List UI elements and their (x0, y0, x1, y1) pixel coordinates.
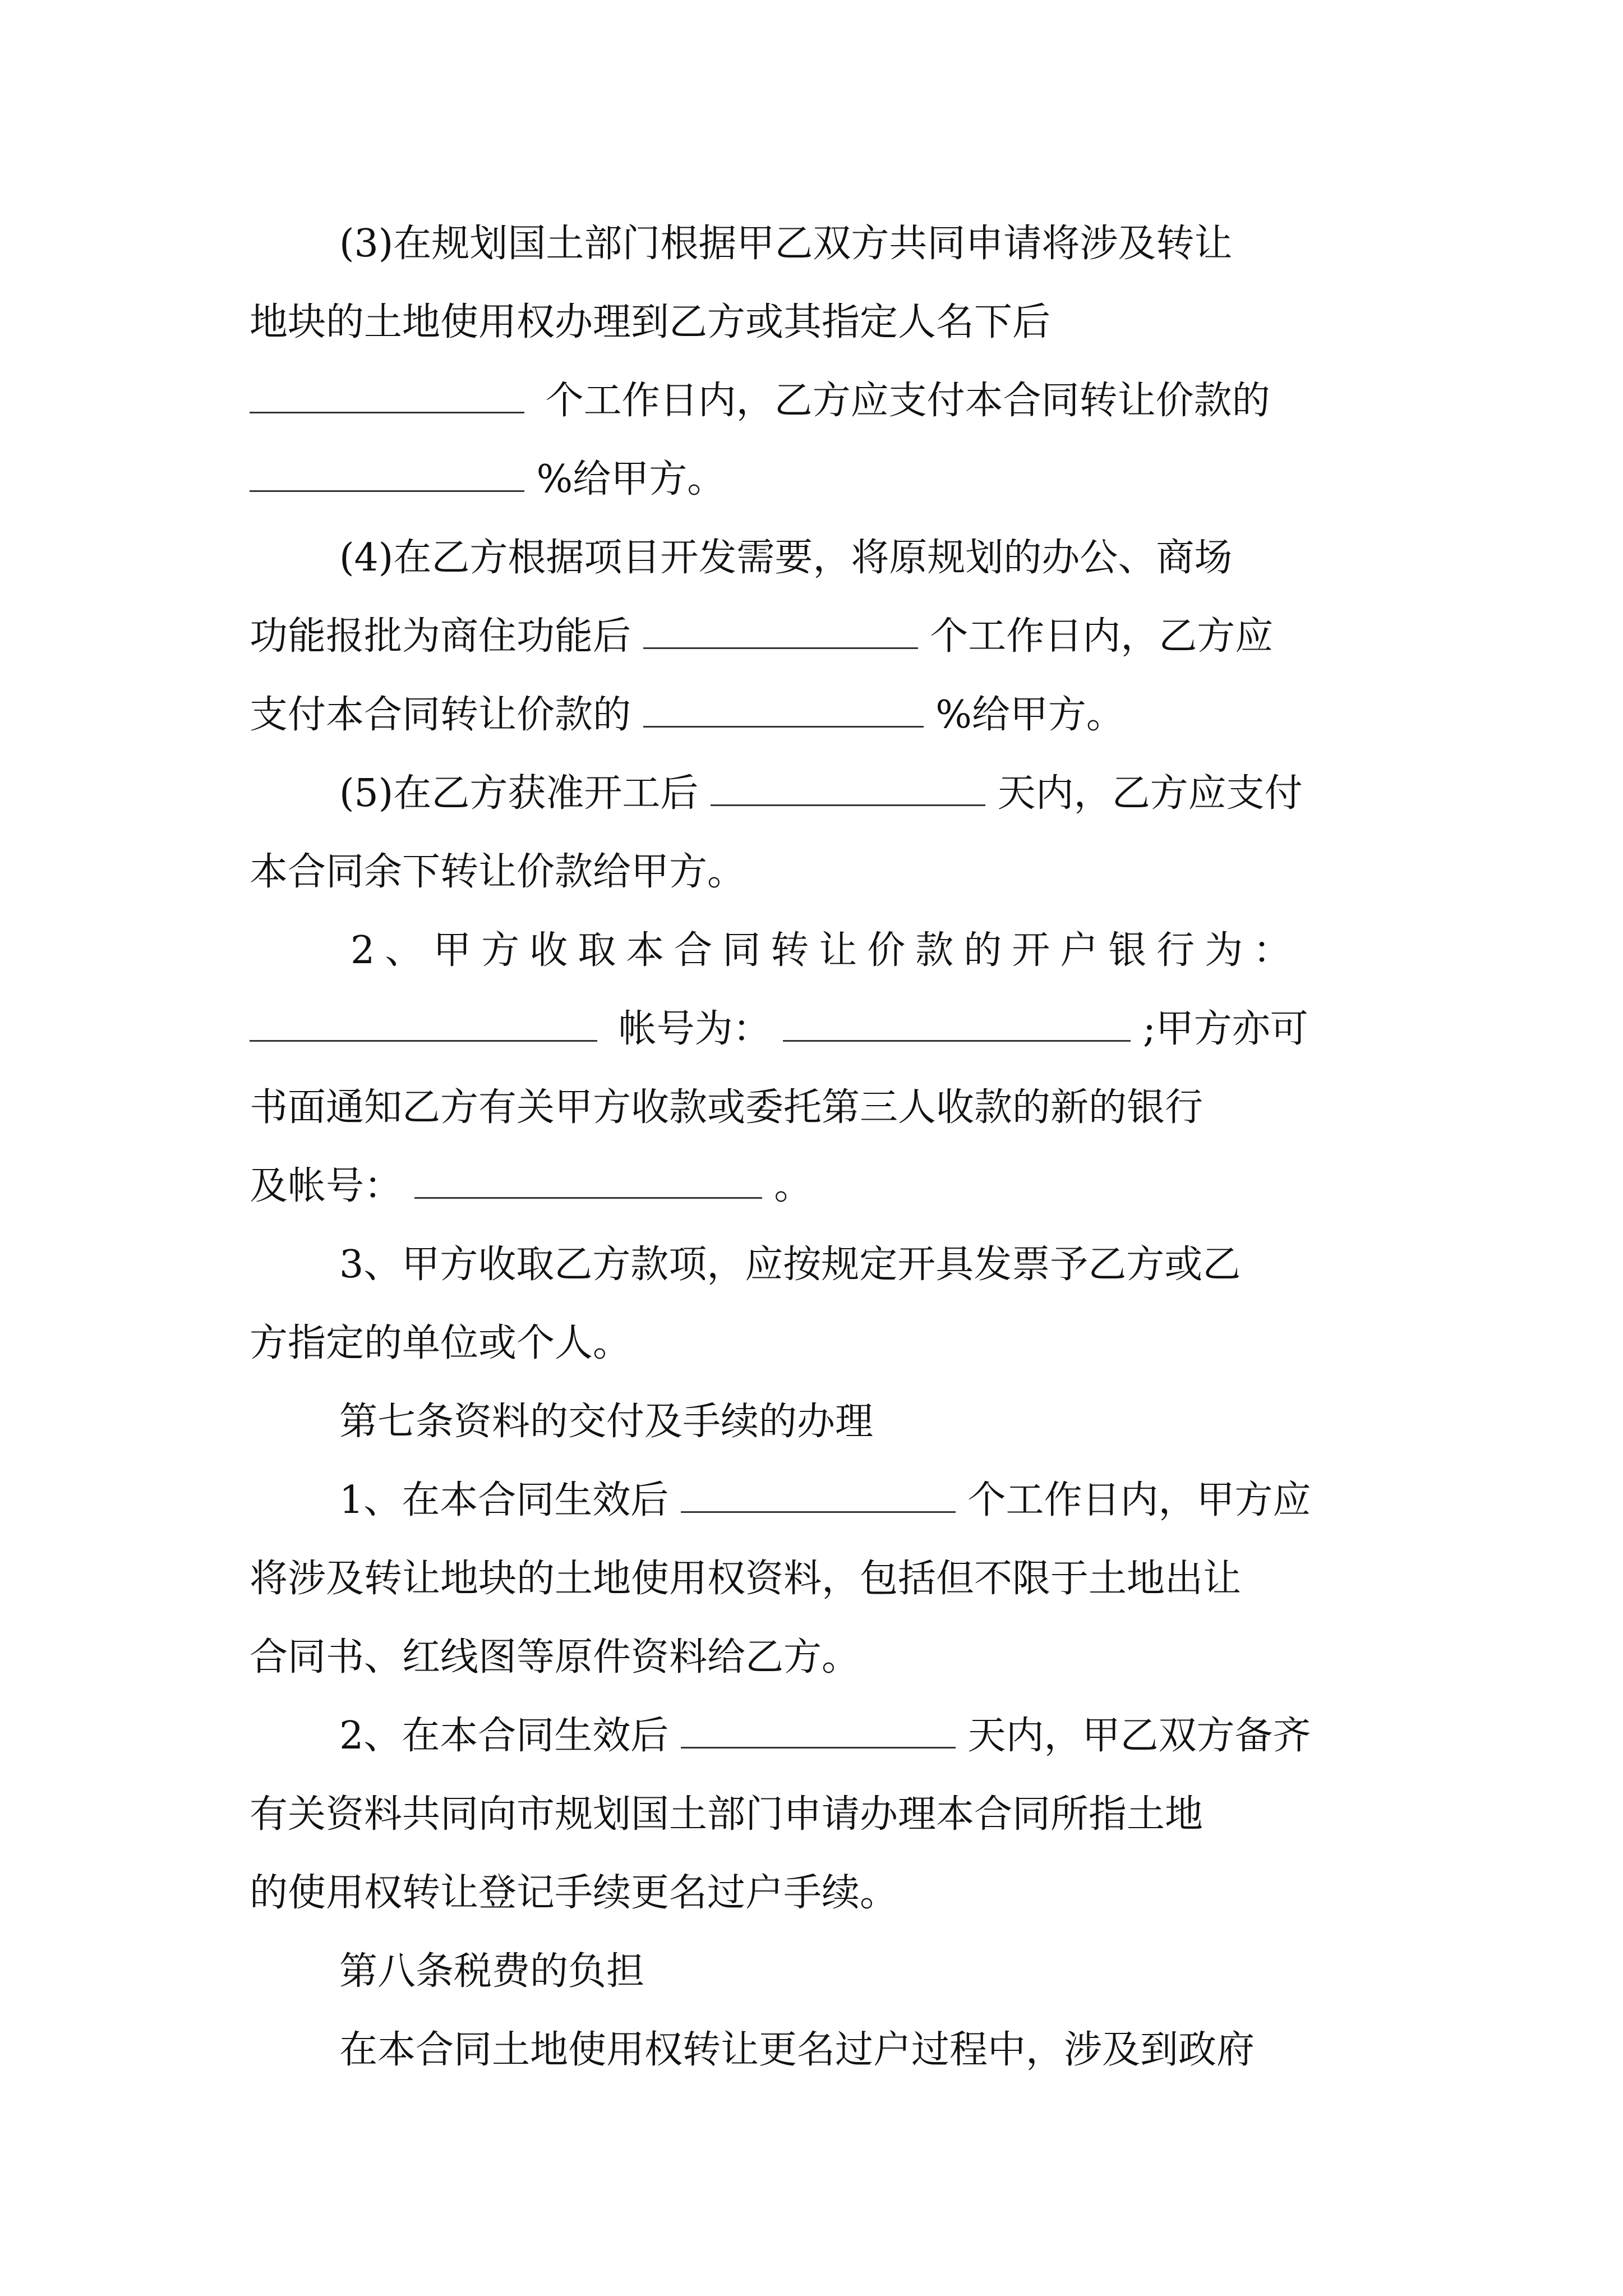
line-text: 书面通知乙方有关甲方收款或委托第三人收款的新的银行 (250, 1085, 1204, 1130)
line-text: 在本合同土地使用权转让更名过户过程中，涉及到政府 (339, 2028, 1255, 2072)
line-text: 帐号为： (618, 1007, 771, 1051)
line-text: 将涉及转让地块的土地使用权资料，包括但不限于土地出让 (250, 1557, 1242, 1601)
heading-text: 第七条资料的交付及手续的办理 (339, 1400, 874, 1444)
line-text: (3)在规划国土部门根据甲乙双方共同申请将涉及转让 (339, 222, 1233, 266)
text-line (250, 1156, 1388, 1217)
line-text: ;甲方亦可 (1142, 1007, 1308, 1051)
line-text: 地块的土地使用权办理到乙方或其指定人名下后 (250, 300, 1051, 344)
section-heading (339, 1391, 1388, 1453)
fill-in-blank[interactable] (250, 1007, 597, 1042)
line-text: 的使用权转让登记手续更名过户手续。 (250, 1871, 898, 1915)
fill-in-blank[interactable] (643, 615, 918, 649)
text-line (339, 1234, 1388, 1296)
line-text: 个工作日内，甲方应 (967, 1478, 1311, 1522)
line-text: %给甲方。 (935, 693, 1124, 737)
line-text: 方指定的单位或个人。 (250, 1321, 631, 1365)
line-text: 个工作日内，乙方应 (930, 614, 1274, 659)
text-line (351, 920, 1388, 982)
text-line (250, 1548, 1388, 1610)
line-text: (5)在乙方获准开工后 (339, 771, 699, 816)
line-text: 3、甲方收取乙方款项，应按规定开具发票予乙方或乙 (339, 1243, 1241, 1287)
heading-text: 第八条税费的负担 (339, 1949, 645, 1994)
text-line (250, 606, 1388, 668)
fill-in-blank[interactable] (681, 1714, 956, 1749)
line-text: 功能报批为商住功能后 (250, 614, 631, 659)
line-text: 及帐号： (250, 1164, 403, 1208)
line-text: (4)在乙方根据项目开发需要，将原规划的办公、商场 (339, 536, 1233, 580)
text-line (339, 213, 1388, 275)
text-line (339, 1470, 1388, 1531)
fill-in-blank[interactable] (711, 772, 985, 806)
text-line (339, 1705, 1388, 1767)
line-text: 本合同余下转让价款给甲方。 (250, 850, 746, 894)
text-line (250, 449, 1388, 510)
line-text: 个工作日内，乙方应支付本合同转让价款的 (545, 379, 1270, 423)
line-text: 2、在本合同生效后 (339, 1714, 669, 1758)
text-line (250, 1627, 1388, 1688)
line-text: 2、甲方收取本合同转让价款的开户银行为： (351, 928, 1302, 973)
text-line (339, 763, 1388, 825)
text-line (250, 841, 1388, 903)
text-line (250, 1077, 1388, 1139)
line-text: 1、在本合同生效后 (339, 1478, 669, 1522)
text-line (250, 1313, 1388, 1374)
text-line (250, 370, 1388, 432)
fill-in-blank[interactable] (250, 379, 524, 413)
line-text: 有关资料共同向市规划国土部门申请办理本合同所指土地 (250, 1792, 1204, 1837)
line-text: %给甲方。 (536, 457, 726, 501)
fill-in-blank[interactable] (783, 1007, 1131, 1042)
fill-in-blank[interactable] (250, 458, 524, 492)
line-text: 。 (774, 1164, 813, 1208)
text-line (250, 684, 1388, 746)
text-line (250, 1862, 1388, 1924)
line-text: 合同书、红线图等原件资料给乙方。 (250, 1635, 860, 1680)
line-text: 天内，甲乙双方备齐 (967, 1714, 1311, 1758)
fill-in-blank[interactable] (414, 1165, 762, 1199)
line-text: 支付本合同转让价款的 (250, 693, 631, 737)
text-line (250, 999, 1388, 1060)
line-text: 天内，乙方应支付 (997, 771, 1303, 816)
text-line (339, 527, 1388, 589)
fill-in-blank[interactable] (643, 693, 924, 728)
text-line (250, 1784, 1388, 1846)
section-heading (339, 1941, 1388, 2003)
text-line (339, 2019, 1388, 2081)
fill-in-blank[interactable] (681, 1479, 956, 1513)
text-line (250, 292, 1388, 353)
